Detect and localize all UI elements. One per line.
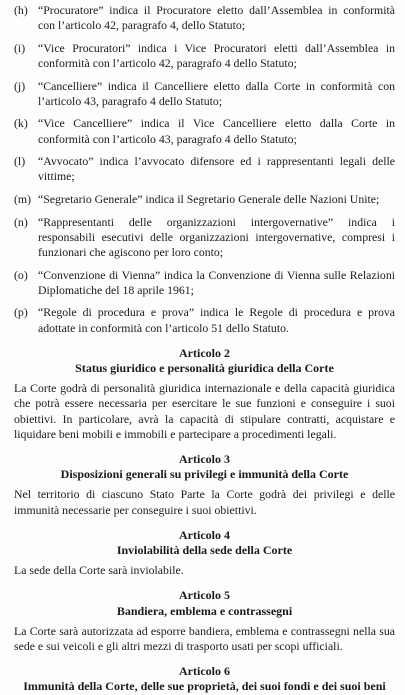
definition-o: [14, 268, 395, 298]
article-number: Articolo 6: [179, 664, 230, 679]
definition-k: [14, 116, 395, 146]
definition-h: [14, 3, 395, 33]
article-body: Nel territorio di ciascuno Stato Parte la Corte godrà dei privilegi e delle immunità necessarie per conseguire i suoi obiettivi.: [14, 487, 395, 517]
definition-l: [14, 154, 395, 184]
definition-text: “Convenzione di Vienna” indica la Convenzione di Vienna sulle Relazioni Diplomatiche del 18 aprile 1961;: [38, 267, 395, 297]
article-title: Inviolabilità della sede della Corte: [116, 543, 293, 558]
definition-text: “Procuratore” indica il Procuratore eletto dall’Assemblea in conformità con l’articolo 42, paragrafo 4, dello Statuto;: [38, 3, 395, 33]
article-number: Articolo 4: [179, 527, 230, 542]
definition-text: “Rappresentanti delle organizzazioni intergovernative” indica i responsabili esecutivi delle organizzazioni intergovernative, compresi i funzionari che agiscono per loro conto;: [38, 214, 395, 259]
definition-label: (k): [14, 116, 28, 131]
definition-text: “Cancelliere” indica il Cancelliere eletto dalla Corte in conformità con l’articolo 43, paragrafo 4 dello Statuto;: [38, 78, 395, 108]
definition-label: (o): [14, 267, 28, 282]
article-title: Immunità della Corte, delle sue proprietà, dei suoi fondi e dei suoi beni: [23, 679, 386, 694]
definition-text: “Vice Cancelliere” indica il Vice Cancelliere eletto dalla Corte in conformità con l’articolo 43, paragrafo 4 dello Statuto;: [38, 116, 395, 146]
article-title: Bandiera, emblema e contrassegni: [116, 603, 293, 618]
article-title: Status giuridico e personalità giuridica della Corte: [75, 360, 334, 375]
definition-label: (j): [14, 78, 26, 93]
definition-text: “Regole di procedura e prova” indica le Regole di procedura e prova adottate in conformità con l’articolo 51 dello Statuto.: [38, 305, 395, 335]
article-body: La Corte godrà di personalità giuridica internazionale e della capacità giuridica che potrà essere necessaria per esercitare le sue funzioni e conseguire i suoi obiettivi. In particolare, avrà la capacità di stipulare contratti, acquistare e liquidare beni mobili e immobili e partecipare a procedimenti legali.: [14, 381, 395, 441]
article-body: La Corte sarà autorizzata ad esporre bandiera, emblema e contrassegni nella sua sede e sui veicoli e gli altri mezzi di trasporto usati per scopi ufficiali.: [14, 623, 395, 654]
article-number: Articolo 2: [179, 345, 230, 360]
definition-label: (h): [14, 3, 28, 17]
definition-label: (i): [14, 40, 26, 55]
article-title: Disposizioni generali su privilegi e immunità della Corte: [60, 467, 349, 482]
definition-text: “Vice Procuratori” indica i Vice Procuratori eletti dall’Assemblea in conformità con l’articolo 42, paragrafo 4 dello Statuto;: [38, 40, 395, 70]
definition-m: [14, 192, 395, 207]
article-number: Articolo 3: [179, 452, 230, 466]
definition-text: “Segretario Generale” indica il Segretario Generale delle Nazioni Unite;: [38, 191, 380, 206]
article-body: La sede della Corte sarà inviolabile.: [14, 563, 184, 578]
definition-label: (p): [14, 305, 28, 320]
definition-p: [14, 305, 395, 335]
definition-n: [14, 215, 395, 261]
definition-text: “Avvocato” indica l’avvocato difensore ed i rappresentanti legali delle vittime;: [38, 154, 395, 184]
definition-label: (m): [14, 191, 32, 206]
definition-label: (l): [14, 154, 26, 169]
definition-label: (n): [14, 214, 28, 229]
definition-i: [14, 41, 395, 71]
article-number: Articolo 5: [179, 588, 230, 603]
definition-j: [14, 79, 395, 109]
